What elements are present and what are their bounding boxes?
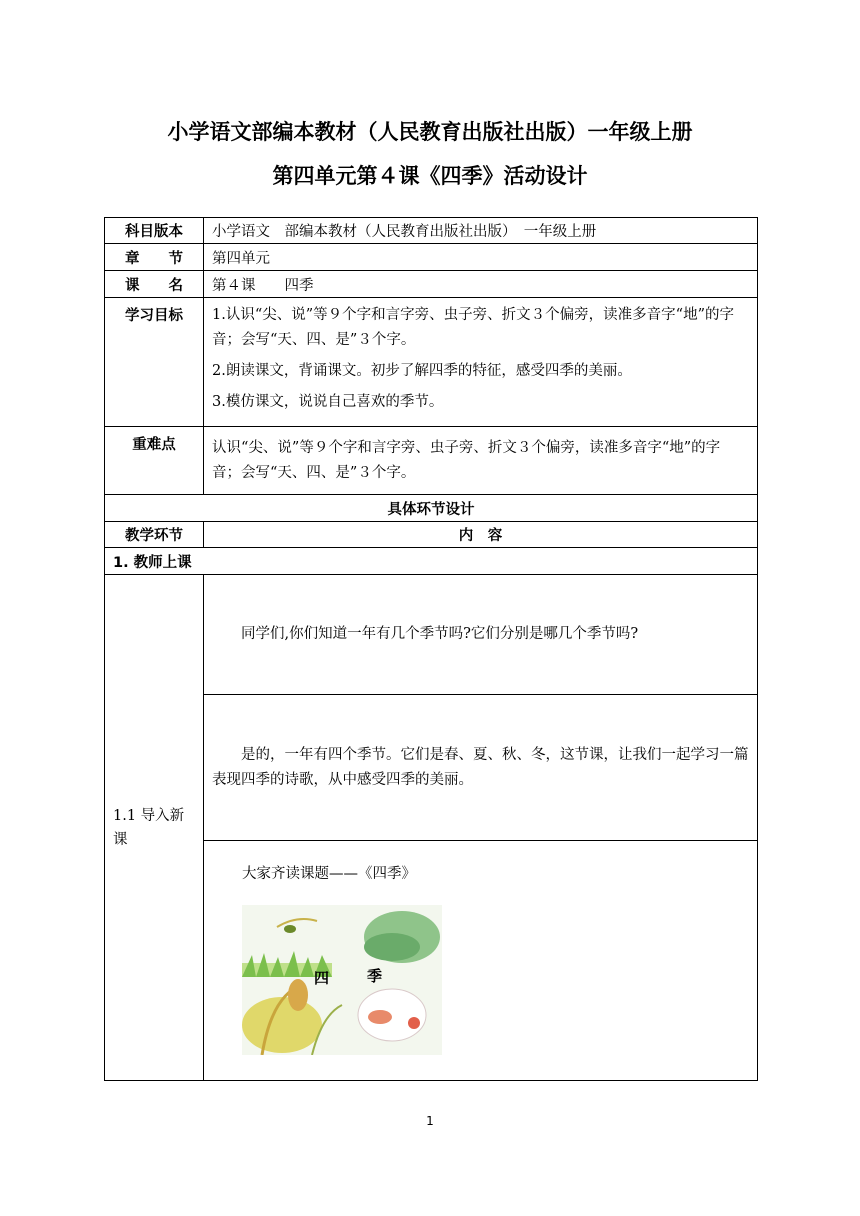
col-content-header: 内 容 <box>204 522 758 548</box>
row-para1 <box>105 575 758 695</box>
row-goals <box>105 298 758 427</box>
col-step-header: 教学环节 <box>105 522 204 548</box>
seasons-illustration <box>242 905 442 1055</box>
chapter-value: 第四单元 <box>204 244 758 271</box>
goals-list <box>204 298 758 427</box>
row-subject <box>105 218 758 244</box>
row-lesson <box>105 271 758 298</box>
document-title-line1: 小学语文部编本教材（人民教育出版社出版）一年级上册 <box>167 120 693 144</box>
lesson-value: 第４课 四季 <box>204 271 758 298</box>
section-title: 具体环节设计 <box>105 495 758 522</box>
chapter-label: 章 节 <box>105 244 204 271</box>
row-section-title <box>105 495 758 522</box>
para3: 大家齐读课题——《四季》 四 季 <box>204 841 758 1081</box>
difficulty-value: 认识“尖、说”等９个字和言字旁、虫子旁、折文３个偏旁，读准多音字“地”的字音；会写“天、四、是”３个字。 <box>204 427 758 495</box>
para1: 同学们,你们知道一年有几个季节吗?它们分别是哪几个季节吗? <box>204 575 758 695</box>
subject-label: 科目版本 <box>105 218 204 244</box>
goals-label: 学习目标 <box>105 298 204 427</box>
goal-item: 2.朗读课文，背诵课文。初步了解四季的特征，感受四季的美丽。 <box>212 363 632 379</box>
goal-item: 3.模仿课文，说说自己喜欢的季节。 <box>212 394 444 410</box>
lesson-label: 课 名 <box>105 271 204 298</box>
page-number: 1 <box>426 1114 434 1128</box>
row-column-headers <box>105 522 758 548</box>
row-chapter <box>105 244 758 271</box>
document-title-line2: 第四单元第４课《四季》活动设计 <box>272 164 588 188</box>
subject-value: 小学语文 部编本教材（人民教育出版社出版） 一年级上册 <box>204 218 758 244</box>
difficulty-label: 重难点 <box>105 427 204 495</box>
goal-item: 1.认识“尖、说”等９个字和言字旁、虫子旁、折文３个偏旁，读准多音字“地”的字音；会写“天、四、是”３个字。 <box>212 307 734 348</box>
row-step1 <box>105 548 758 575</box>
row-difficulty <box>105 427 758 495</box>
step1-title: 1. 教师上课 <box>105 548 758 575</box>
illus-char-ji: 季 <box>367 967 383 985</box>
sub-step-label: 1.1 导入新课 <box>105 575 204 1081</box>
para2: 是的，一年有四个季节。它们是春、夏、秋、冬，这节课，让我们一起学习一篇表现四季的诗歌，从中感受四季的美丽。 <box>204 695 758 841</box>
lesson-plan-table <box>104 217 758 1081</box>
illus-char-si: 四 <box>314 969 330 987</box>
